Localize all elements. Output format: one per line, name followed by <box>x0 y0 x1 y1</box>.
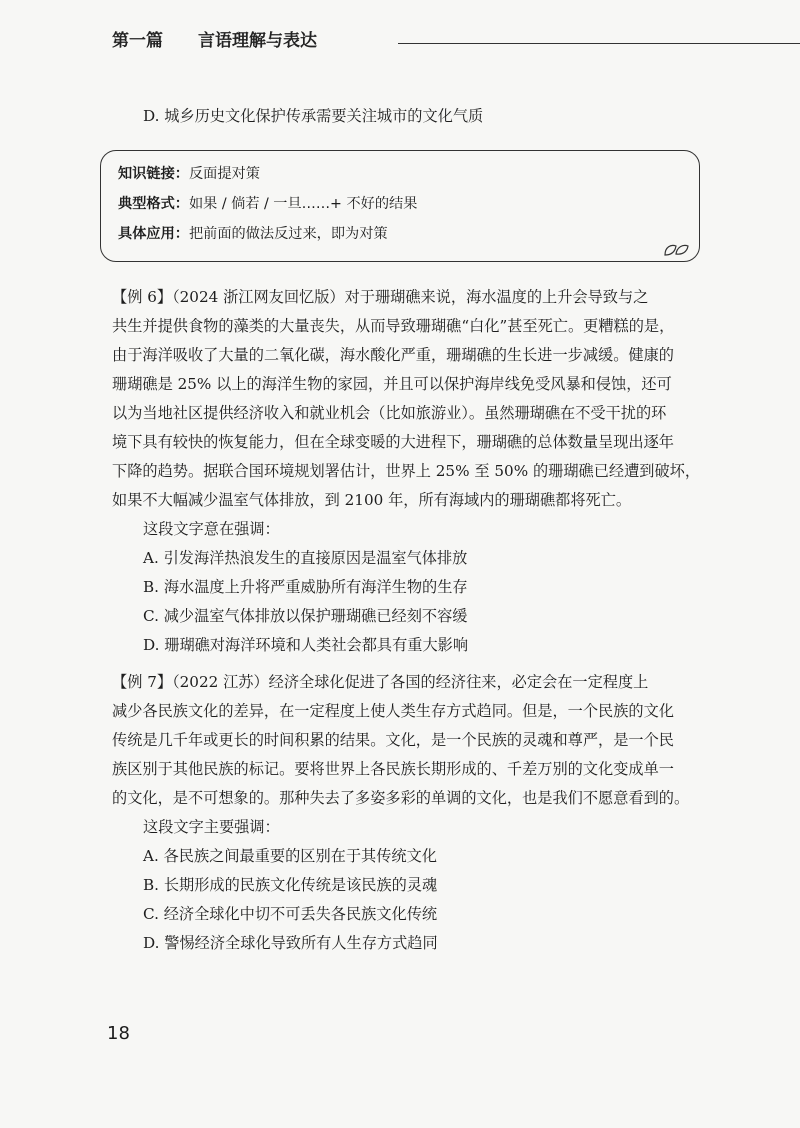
format-value: 如果 / 倘若 / 一旦……+ 不好的结果 <box>188 196 418 212</box>
example7-line: 减少各民族文化的差异，在一定程度上使人类生存方式趋同。但是，一个民族的文化 <box>112 702 674 720</box>
running-header <box>112 30 722 60</box>
example7-option-a: A. 各民族之间最重要的区别在于其传统文化 <box>143 847 437 865</box>
example6-line: 境下具有较快的恢复能力，但在全球变暖的大进程下，珊瑚礁的总体数量呈现出逐年 <box>112 433 674 451</box>
format-label: 典型格式： <box>118 196 189 212</box>
example6-line: 由于海洋吸收了大量的二氧化碳，海水酸化严重，珊瑚礁的生长进一步减缓。健康的 <box>112 346 674 364</box>
knowledge-value: 反面提对策 <box>188 166 260 182</box>
section-title: 言语理解与表达 <box>198 31 317 51</box>
example7-line: 【例 7】（2022 江苏）经济全球化促进了各国的经济往来，必定会在一定程度上 <box>112 673 649 691</box>
example6-line: 下降的趋势。据联合国环境规划署估计，世界上 25% 至 50% 的珊瑚礁已经遭到破坏， <box>112 462 701 480</box>
example7-option-b: B. 长期形成的民族文化传统是该民族的灵魂 <box>143 876 438 894</box>
application-label: 具体应用： <box>118 226 189 242</box>
example6-line: 共生并提供食物的藻类的大量丧失，从而导致珊瑚礁“白化”甚至死亡。更糟糕的是， <box>112 317 675 335</box>
example6-line: 如果不大幅减少温室气体排放，到 2100 年，所有海域内的珊瑚礁都将死亡。 <box>112 491 632 509</box>
example7-option-d: D. 警惕经济全球化导致所有人生存方式趋同 <box>143 934 438 952</box>
example7-option-c: C. 经济全球化中切不可丢失各民族文化传统 <box>143 905 438 923</box>
example7-line: 族区别于其他民族的标记。要将世界上各民族长期形成的、千差万别的文化变成单一 <box>112 760 674 778</box>
example6-option-b: B. 海水温度上升将严重威胁所有海洋生物的生存 <box>143 578 468 596</box>
page-number: 18 <box>107 1023 130 1044</box>
example7-line: 的文化，是不可想象的。那种失去了多姿多彩的单调的文化，也是我们不愿意看到的。 <box>112 789 690 807</box>
knowledge-row <box>118 164 260 184</box>
application-value: 把前面的做法反过来，即为对策 <box>188 226 388 242</box>
example7-question: 这段文字主要强调： <box>143 818 280 836</box>
example6-line: 【例 6】（2024 浙江网友回忆版）对于珊瑚礁来说，海水温度的上升会导致与之 <box>112 288 649 306</box>
knowledge-label: 知识链接： <box>118 166 189 182</box>
example6-question: 这段文字意在强调： <box>143 520 280 538</box>
example6-option-d: D. 珊瑚礁对海洋环境和人类社会都具有重大影响 <box>143 636 469 654</box>
example6-line: 珊瑚礁是 25% 以上的海洋生物的家园，并且可以保护海岸线免受风暴和侵蚀，还可 <box>112 375 672 393</box>
leaf-icon <box>661 241 691 259</box>
header-rule <box>398 43 800 44</box>
example7-line: 传统是几千年或更长的时间积累的结果。文化，是一个民族的灵魂和尊严，是一个民 <box>112 731 674 749</box>
application-row <box>118 224 388 244</box>
chapter-label: 第一篇 <box>112 31 163 51</box>
format-row <box>118 194 417 214</box>
prev-option-d: D. 城乡历史文化保护传承需要关注城市的文化气质 <box>143 107 484 125</box>
example6-line: 以为当地社区提供经济收入和就业机会（比如旅游业）。虽然珊瑚礁在不受干扰的环 <box>112 404 667 422</box>
example6-option-a: A. 引发海洋热浪发生的直接原因是温室气体排放 <box>143 549 468 567</box>
knowledge-box <box>100 150 700 262</box>
example6-option-c: C. 减少温室气体排放以保护珊瑚礁已经刻不容缓 <box>143 607 468 625</box>
